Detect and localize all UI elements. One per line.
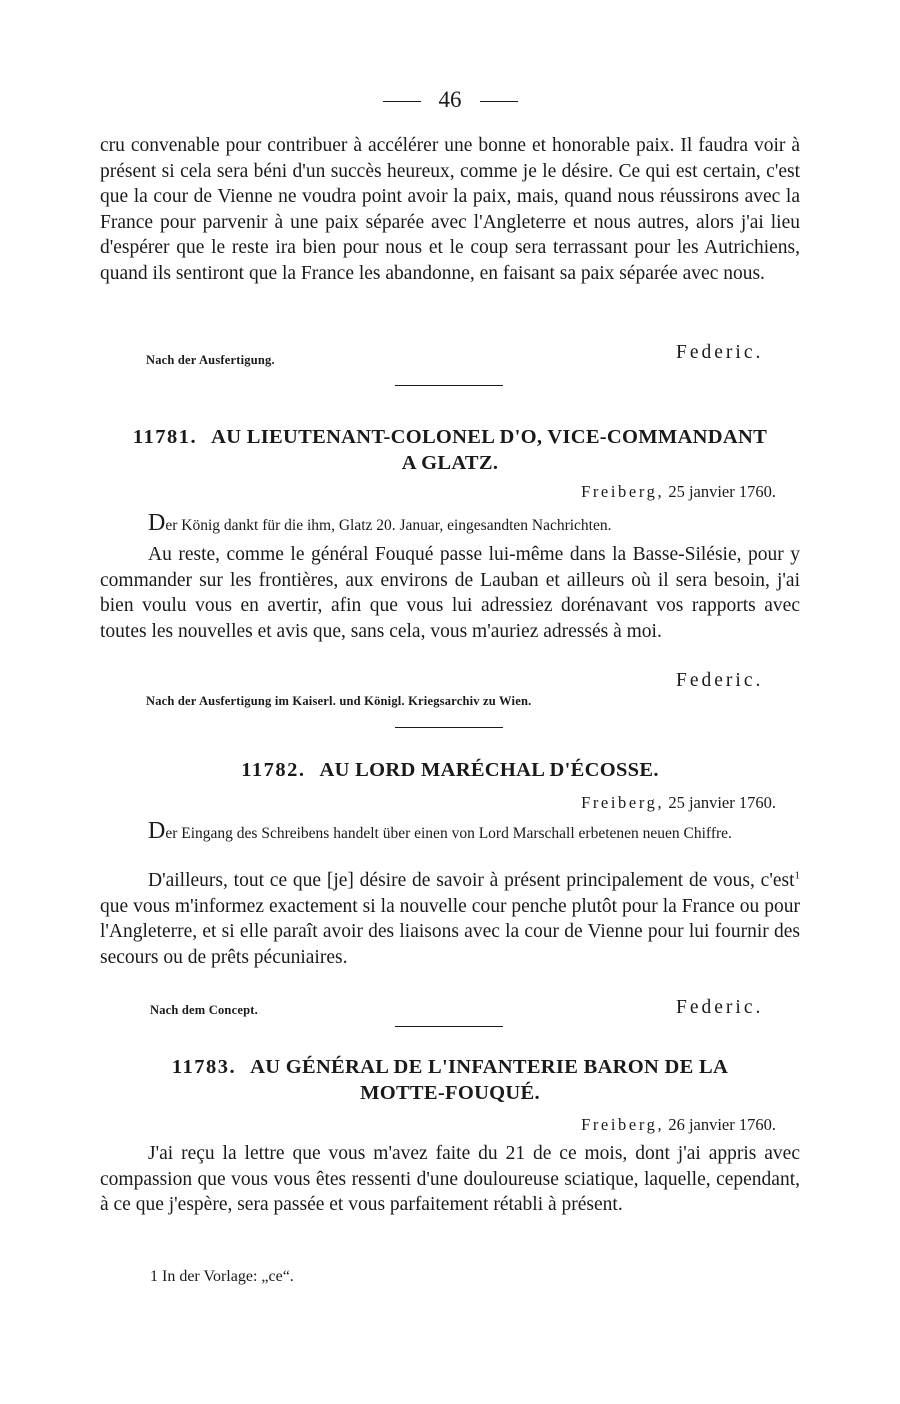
dateline-place: Freiberg, — [581, 793, 665, 812]
summary-text: er König dankt für die ihm, Glatz 20. Januar, eingesandten Nachrichten. — [165, 517, 612, 534]
letter-number: 11783. — [171, 1056, 237, 1078]
summary-text: er Eingang des Schreibens handelt über einen von Lord Marschall erbetenen neuen Chiffre. — [165, 825, 732, 842]
footnote-text: In der Vorlage: „ce“. — [162, 1268, 294, 1285]
footnote-mark: 1 — [150, 1268, 158, 1285]
signature: Federic. — [676, 997, 764, 1018]
continuation-paragraph: cru convenable pour contribuer à accélérer une bonne et honorable paix. Il faudra voir à présent si cela sera béni d'un succès heureux, comme je le désire. Ce qui est certain, c'est que la cour de Vienne ne voudra point avoir la paix, mais, quand nous réussirons avec la France pour parvenir à une paix séparée avec l'Angleterre et nous autres, alors j'ai lieu d'espérer que le reste ira bien pour nous et le coup sera terrassant pour les Autrichiens, quand ils sentiront que la France les abandonne, en faisant sa paix séparée avec nous. — [100, 135, 800, 284]
editorial-summary — [100, 512, 800, 537]
page-number-dash-left — [383, 101, 421, 102]
letter-paragraph: Au reste, comme le général Fouqué passe lui-même dans la Basse-Silésie, pour y commander sur les frontières, aux environs de Lauban et ailleurs où il sera besoin, j'ai bien voulu vous en avertir, afin que vous lui adressiez dorénavant vos rapports avec toutes les nouvelles et avis que, sans cela, vous m'auriez adressés à moi. — [100, 544, 800, 642]
footnote-reference: 1 — [794, 869, 800, 882]
dateline-date: 26 janvier 1760. — [668, 1115, 776, 1134]
letter-addressee: AU LIEUTENANT-COLONEL D'O, VICE-COMMANDANT — [211, 426, 768, 448]
letter-addressee: AU GÉNÉRAL DE L'INFANTERIE BARON DE LA — [250, 1056, 729, 1078]
letter-paragraph — [100, 868, 800, 970]
letter-heading — [100, 757, 800, 783]
dateline — [581, 481, 776, 503]
editorial-summary — [100, 820, 800, 845]
page-number — [0, 86, 900, 114]
section-divider — [395, 727, 503, 728]
summary-initial: D — [148, 818, 166, 844]
page-number-value: 46 — [438, 87, 462, 112]
letter-addressee: AU LORD MARÉCHAL D'ÉCOSSE. — [319, 759, 659, 781]
letter-number: 11782. — [241, 759, 306, 781]
letter-heading — [100, 1054, 800, 1106]
letter-addressee-continued: A GLATZ. — [401, 452, 499, 474]
source-note: Nach der Ausfertigung. — [146, 353, 275, 367]
dateline-place: Freiberg, — [581, 482, 665, 501]
section-divider — [395, 1026, 503, 1027]
source-note: Nach dem Concept. — [150, 1003, 258, 1017]
letter-number: 11781. — [132, 426, 198, 448]
page-number-dash-right — [480, 101, 518, 102]
letter-paragraph-end: que vous m'informez exactement si la nouvelle cour penche plutôt pour la France ou pour l'Angleterre, et si elle paraît avoir des liaisons avec la cour de Vienne pour lui fournir des secours ou de prêts pécuniaires. — [100, 895, 800, 968]
dateline — [581, 1114, 776, 1136]
letter-paragraph: J'ai reçu la lettre que vous m'avez faite du 21 de ce mois, dont j'ai appris avec compassion que vous vous êtes ressenti d'une douloureuse sciatique, laquelle, cependant, à ce que j'espère, sera passée et vous parfaitement rétabli à présent. — [100, 1143, 800, 1216]
source-note: Nach der Ausfertigung im Kaiserl. und Königl. Kriegsarchiv zu Wien. — [146, 694, 532, 708]
dateline-place: Freiberg, — [581, 1115, 665, 1134]
dateline-date: 25 janvier 1760. — [668, 482, 776, 501]
letter-heading — [100, 424, 800, 476]
letter-paragraph-start: D'ailleurs, tout ce que [je] désire de savoir à présent principalement de vous, c'est — [148, 870, 795, 891]
signature: Federic. — [676, 670, 764, 691]
dateline-date: 25 janvier 1760. — [668, 793, 776, 812]
letter-addressee-continued: MOTTE-FOUQUÉ. — [360, 1082, 540, 1104]
dateline — [581, 792, 776, 814]
signature: Federic. — [676, 342, 764, 363]
section-divider — [395, 385, 503, 386]
footnote — [150, 1266, 294, 1288]
summary-initial: D — [148, 510, 166, 536]
